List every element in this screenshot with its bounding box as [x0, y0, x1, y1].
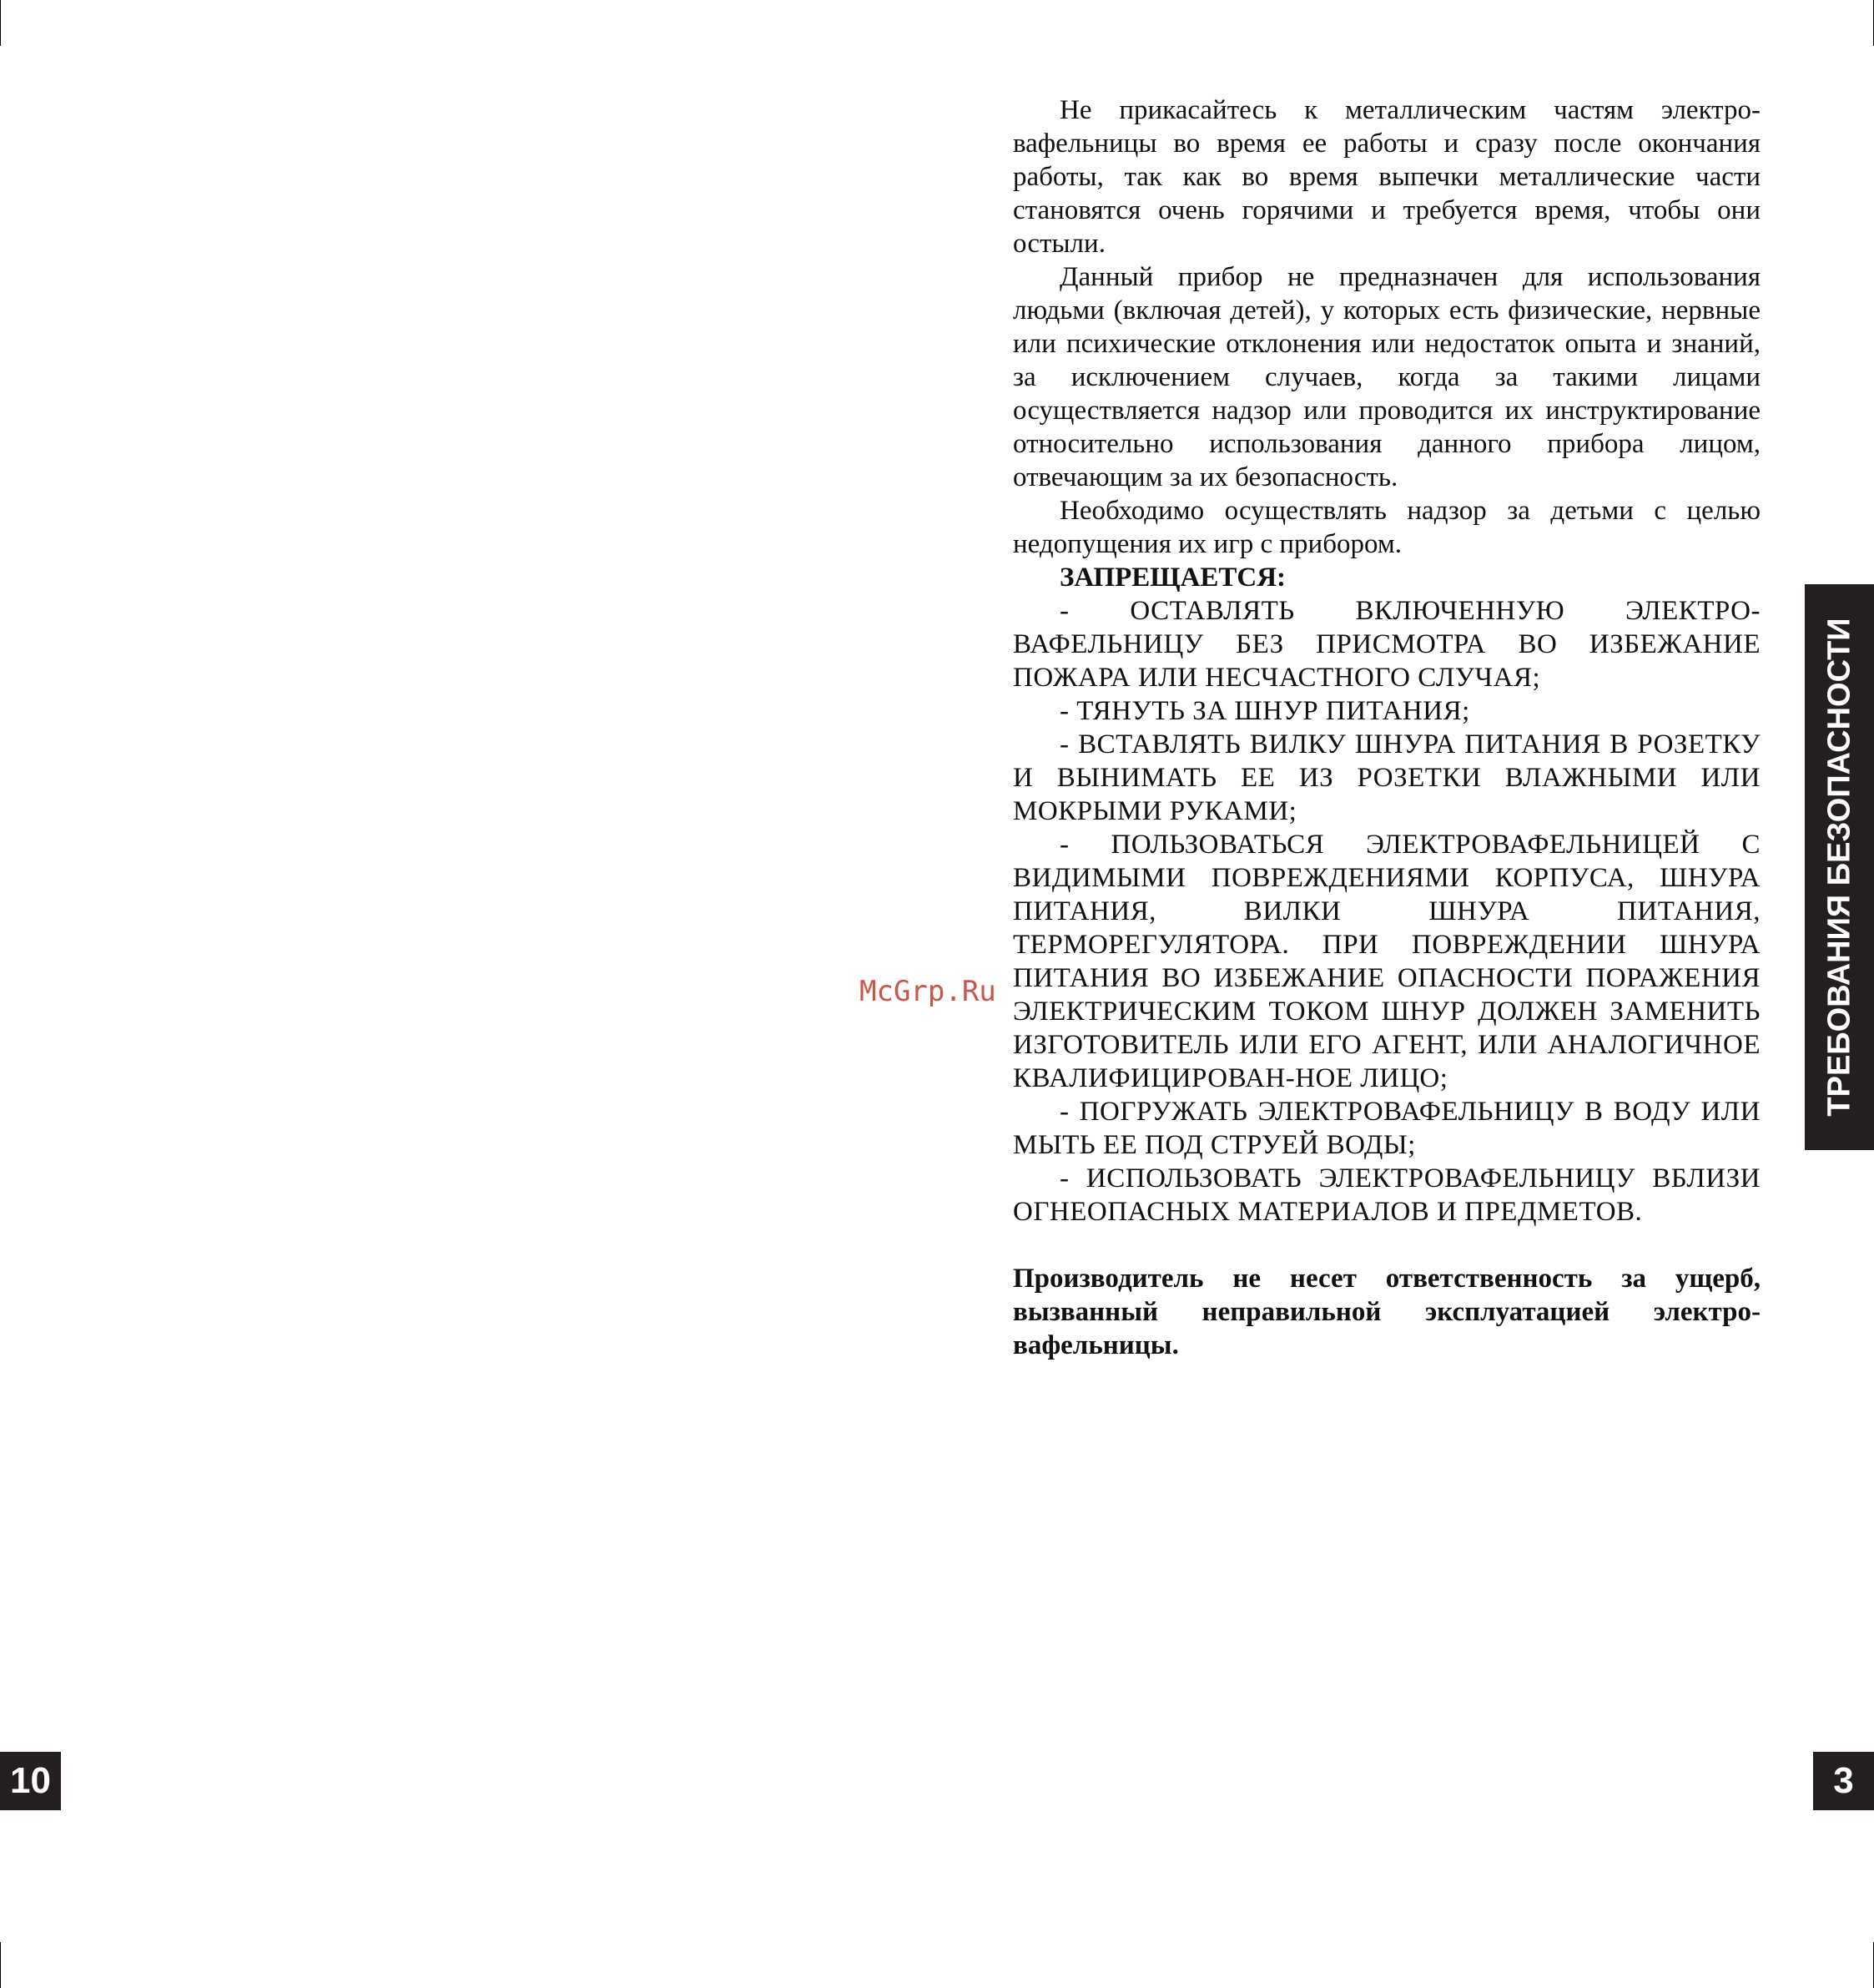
safety-text-column [1013, 93, 1761, 1362]
prohibited-heading: ЗАПРЕЩАЕТСЯ: [1060, 563, 1287, 593]
paragraph-children: Необходимо осуществлять надзор за детьми с целью недопущения их игр с прибором. [1013, 496, 1761, 559]
page-number-right: 3 [1813, 1752, 1874, 1810]
prohibited-item: - ПОЛЬЗОВАТЬСЯ ЭЛЕКТРОВАФЕЛЬНИЦЕЙ С ВИДИМЫМИ ПОВРЕЖДЕНИЯМИ КОРПУСА, ШНУРА ПИТАНИЯ, ВИЛКИ ШНУРА ПИТАНИЯ, ТЕРМОРЕГУЛЯТОРА. ПРИ ПОВРЕЖДЕНИИ ШНУРА ПИТАНИЯ ВО ИЗБЕЖАНИЕ ОПАСНОСТИ ПОРАЖЕНИЯ ЭЛЕКТРИЧЕСКИМ ТОКОМ ШНУР ДОЛЖЕН ЗАМЕНИТЬ ИЗГОТОВИТЕЛЬ ИЛИ ЕГО АГЕНТ, ИЛИ АНАЛОГИЧНОЕ КВАЛИФИЦИРОВАН-НОЕ ЛИЦО; [1013, 830, 1761, 1093]
paragraph-metal-parts: Не прикасайтесь к металлическим частям электро-вафельницы во время ее работы и сразу после окончания работы, так как во время выпечки металлические части становятся очень горячими и требуется время, чтобы они остыли. [1013, 95, 1761, 259]
prohibited-item: - ПОГРУЖАТЬ ЭЛЕКТРОВАФЕЛЬНИЦУ В ВОДУ ИЛИ МЫТЬ ЕЕ ПОД СТРУЕЙ ВОДЫ; [1013, 1097, 1761, 1160]
prohibited-item: - ИСПОЛЬЗОВАТЬ ЭЛЕКТРОВАФЕЛЬНИЦУ ВБЛИЗИ ОГНЕОПАСНЫХ МАТЕРИАЛОВ И ПРЕДМЕТОВ. [1013, 1163, 1761, 1227]
crop-mark-top-left [0, 0, 1, 46]
prohibited-item: - ОСТАВЛЯТЬ ВКЛЮЧЕННУЮ ЭЛЕКТРО-ВАФЕЛЬНИЦУ БЕЗ ПРИСМОТРА ВО ИЗБЕЖАНИЕ ПОЖАРА ИЛИ НЕСЧАСТНОГО СЛУЧАЯ; [1013, 596, 1761, 693]
paragraph-supervision: Данный прибор не предназначен для использования людьми (включая детей), у которых есть физические, нервные или психические отклонения или недостаток опыта и знаний, за исключением случаев, когда за такими лицами осуществляется надзор или проводится их инструктирование относительно использования данного прибора лицом, отвечающим за их безопасность. [1013, 262, 1761, 492]
manufacturer-disclaimer: Производитель не несет ответственность за ущерб, вызванный неправильной эксплуатацией электро-вафельницы. [1013, 1264, 1761, 1360]
section-tab-label: ТРЕБОВАНИЯ БЕЗОПАСНОСТИ [1821, 618, 1856, 1117]
section-side-tab [1805, 584, 1874, 1150]
prohibited-item: - ТЯНУТЬ ЗА ШНУР ПИТАНИЯ; [1060, 696, 1470, 726]
prohibited-item: - ВСТАВЛЯТЬ ВИЛКУ ШНУРА ПИТАНИЯ В РОЗЕТКУ И ВЫНИМАТЬ ЕЕ ИЗ РОЗЕТКИ ВЛАЖНЫМИ ИЛИ МОКРЫМИ РУКАМИ; [1013, 729, 1761, 826]
watermark: McGrp.Ru [859, 975, 996, 1008]
crop-mark-bottom-left [0, 1942, 1, 1988]
page-number-left: 10 [0, 1752, 61, 1810]
